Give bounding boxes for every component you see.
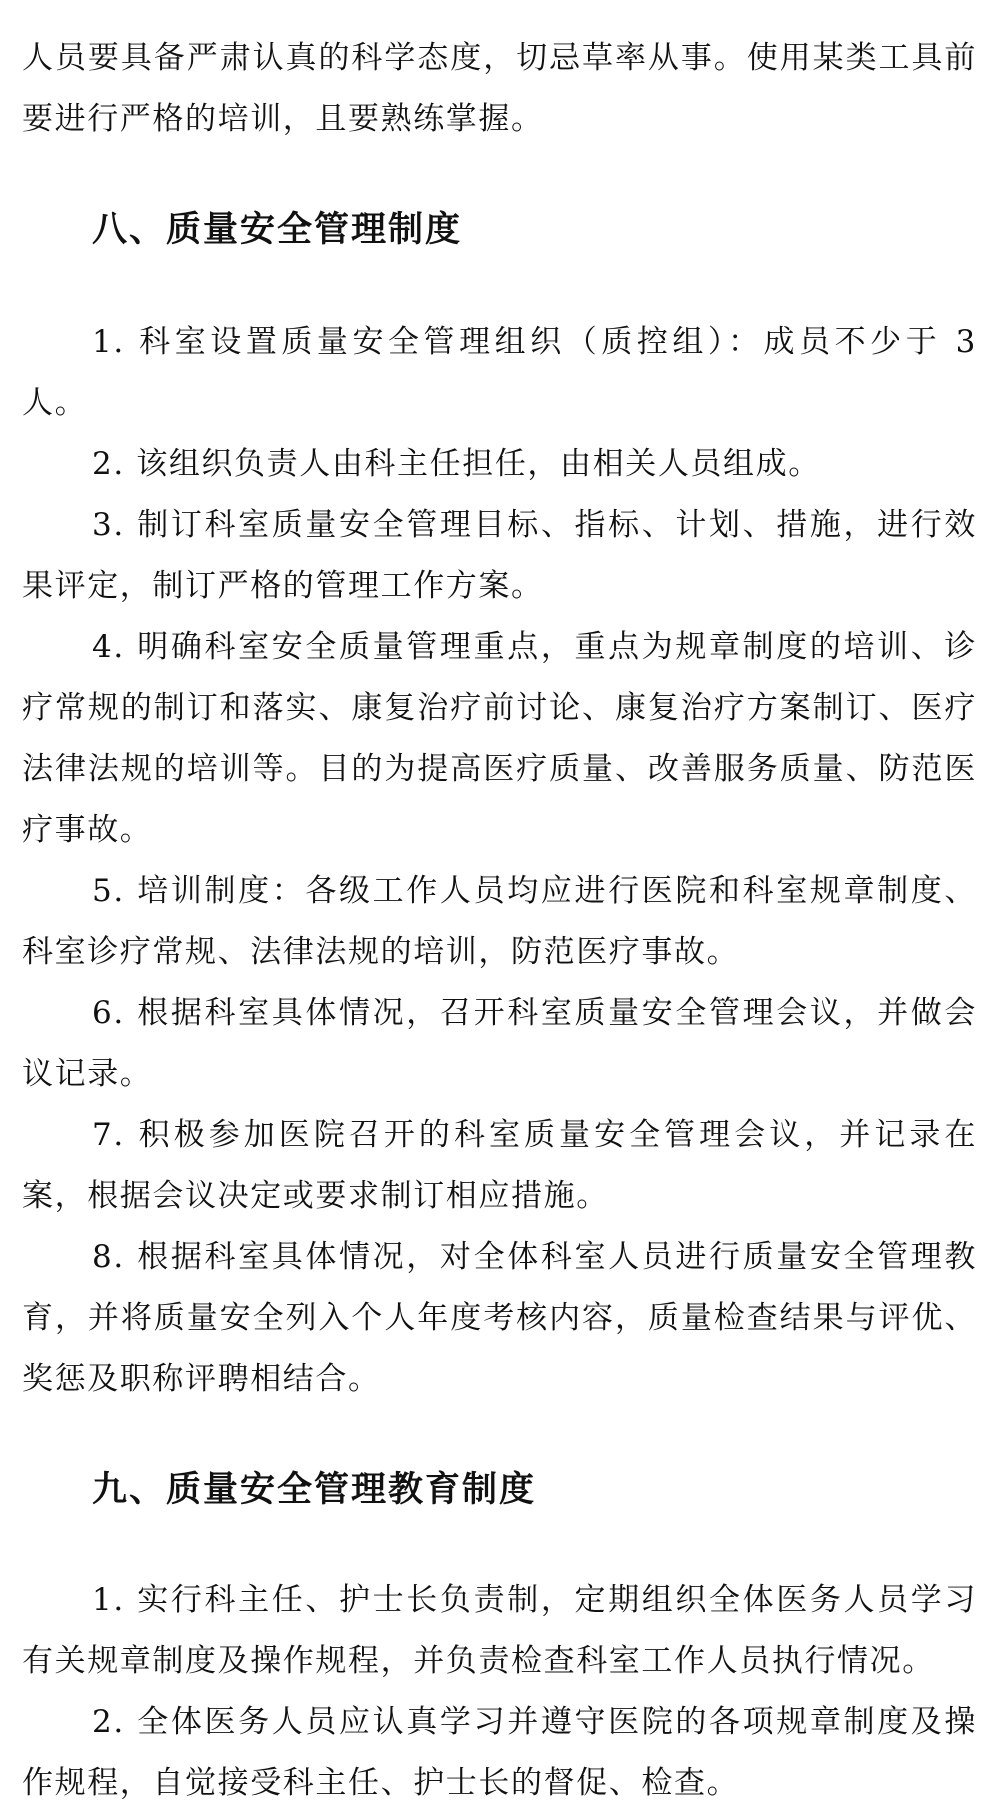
section-9-title: 九、质量安全管理教育制度 <box>92 1470 537 1510</box>
section-8-item-4: 4. 明确科室安全质量管理重点，重点为规章制度的培训、诊疗常规的制订和落实、康复治疗前讨论、康复治疗方案制订、医疗法律法规的培训等。目的为提高医疗质量、改善服务质量、防范医疗事故。 <box>22 629 977 848</box>
section-8-title: 八、质量安全管理制度 <box>92 210 463 250</box>
section-8-item-3: 3. 制订科室质量安全管理目标、指标、计划、措施，进行效果评定，制订严格的管理工作方案。 <box>22 507 977 604</box>
section-8-item-5: 5. 培训制度：各级工作人员均应进行医院和科室规章制度、科室诊疗常规、法律法规的培训，防范医疗事故。 <box>22 873 977 970</box>
document-page <box>22 28 977 1814</box>
section-9-item-1: 1. 实行科主任、护士长负责制，定期组织全体医务人员学习有关规章制度及操作规程，并负责检查科室工作人员执行情况。 <box>22 1582 977 1679</box>
section-9-item-2: 2. 全体医务人员应认真学习并遵守医院的各项规章制度及操作规程，自觉接受科主任、护士长的督促、检查。 <box>22 1704 977 1801</box>
section-8-item-2: 2. 该组织负责人由科主任担任，由相关人员组成。 <box>92 446 821 482</box>
section-8-item-6: 6. 根据科室具体情况，召开科室质量安全管理会议，并做会议记录。 <box>22 995 977 1092</box>
intro-paragraph: 人员要具备严肃认真的科学态度，切忌草率从事。使用某类工具前要进行严格的培训，且要熟练掌握。 <box>22 40 977 137</box>
section-8-item-8: 8. 根据科室具体情况，对全体科室人员进行质量安全管理教育，并将质量安全列入个人年度考核内容，质量检查结果与评优、奖惩及职称评聘相结合。 <box>22 1239 977 1397</box>
section-8-item-1: 1. 科室设置质量安全管理组织（质控组）：成员不少于 3 人。 <box>22 324 977 421</box>
section-8-item-7: 7. 积极参加医院召开的科室质量安全管理会议，并记录在案，根据会议决定或要求制订相应措施。 <box>22 1117 977 1214</box>
